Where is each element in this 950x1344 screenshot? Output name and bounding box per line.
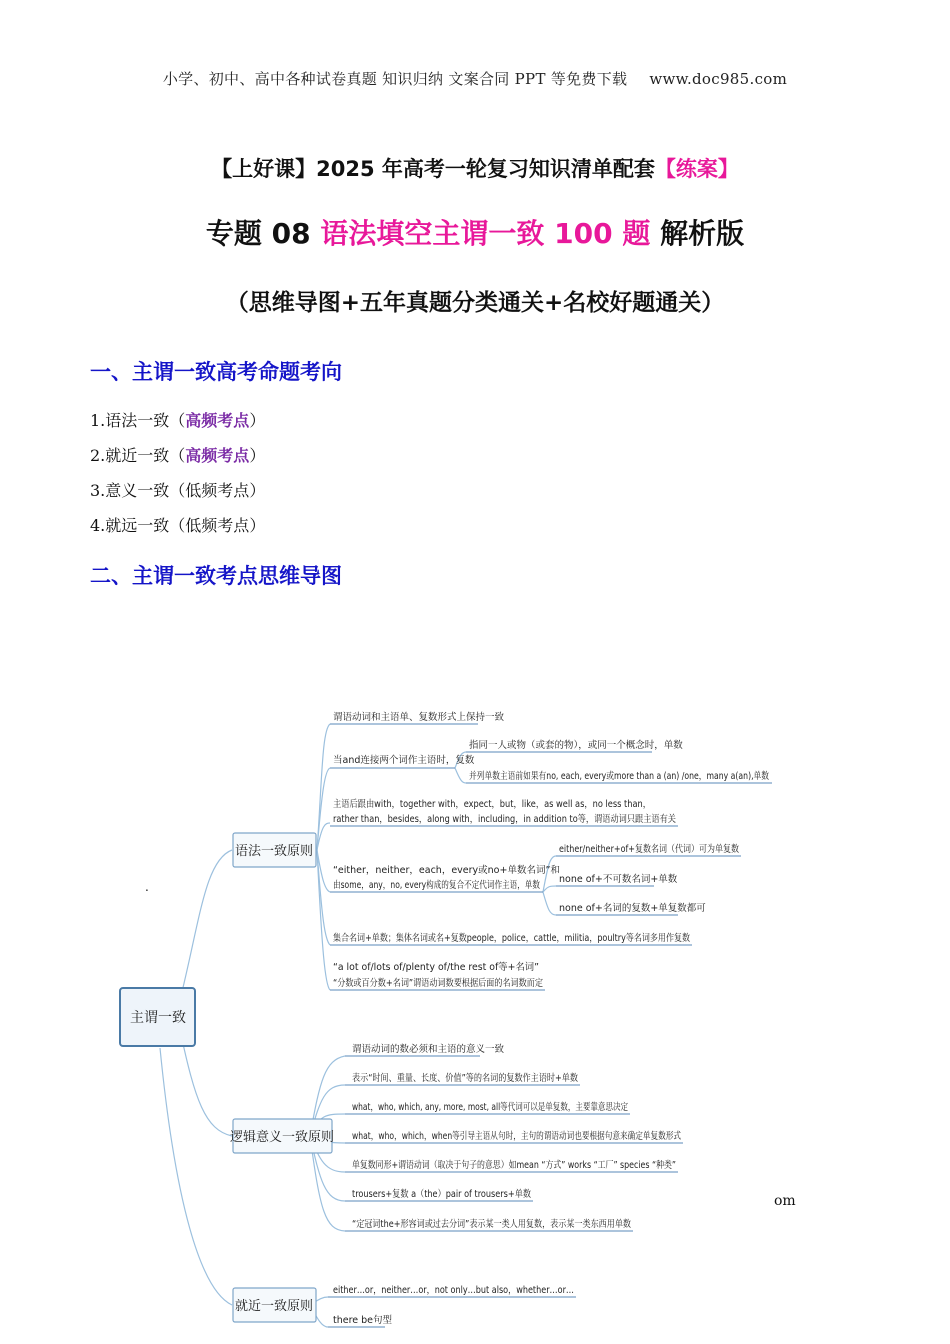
- title-line-2-suffix: 解析版: [650, 217, 745, 250]
- list-item: 4.就远一致（低频考点）: [90, 516, 266, 535]
- header-text: 小学、初中、高中各种试卷真题 知识归纳 文案合同 PPT 等免费下载: [162, 70, 628, 88]
- branch-node-proximity: [233, 1288, 316, 1322]
- branch-label: 就近一致原则: [234, 1299, 314, 1314]
- leaf-text: 并列单数主语前如果有no, each, every或more than a (an) /one，many a(an),单数: [469, 771, 838, 782]
- title-line-2-prefix: 专题 08: [205, 217, 321, 250]
- stray-text: om: [774, 1193, 796, 1209]
- leaf-text: 谓语动词和主语单、复数形式上保持一致: [333, 712, 505, 723]
- leaf-text: either…or，neither…or，not only…but also，whether…or…: [333, 1285, 574, 1296]
- leaf-text: there be句型: [333, 1315, 393, 1326]
- section-1-heading: 一、主谓一致高考命题考向: [90, 360, 342, 384]
- leaf-text: what，who, which, any, more, most, all等代词可以是单复数，主要靠意思决定: [352, 1102, 701, 1113]
- leaf-text: either/neither+of+复数名词（代词）可为单复数: [559, 844, 773, 855]
- leaf-text: rather than，besides，along with，including，in addition to等，谓语动词只跟主语有关: [333, 814, 731, 825]
- leaf-text: 单复数同形+谓语动词（取决于句子的意思）如mean “方式” works “工厂” species “种类”: [352, 1160, 742, 1171]
- title-line-3: （思维导图+五年真题分类通关+名校好题通关）: [225, 290, 725, 316]
- title-line-2-topic: 语法填空主谓一致 100 题: [320, 217, 651, 250]
- mindmap-root-node: [120, 988, 195, 1046]
- stray-dot: .: [145, 880, 149, 894]
- title-line-1-tag: 【练案】: [654, 157, 739, 181]
- branch-node-grammar: [233, 833, 316, 867]
- leaf-text: “a lot of/lots of/plenty of/the rest of等+名词”: [333, 962, 543, 973]
- edge-root-proximity: [160, 1048, 232, 1305]
- leaf-text: 当and连接两个词作主语时，复数: [333, 755, 475, 766]
- leaf-text: 谓语动词的数必须和主语的意义一致: [352, 1044, 505, 1055]
- list-item: 2.就近一致（高频考点）: [90, 446, 266, 465]
- list-item: 3.意义一致（低频考点）: [90, 481, 266, 500]
- list-item: 1.语法一致（高频考点）: [90, 411, 266, 430]
- mindmap-root-label: 主谓一致: [130, 1010, 186, 1026]
- title-line-1-main: 【上好课】2025 年高考一轮复习知识清单配套: [211, 157, 655, 181]
- branch-label: 语法一致原则: [234, 844, 314, 859]
- branch-label: 逻辑意义一致原则: [229, 1130, 335, 1145]
- section-2-heading: 二、主谓一致考点思维导图: [90, 564, 342, 588]
- edge-root-grammar: [180, 850, 232, 1000]
- branch-node-logic: [230, 1119, 334, 1153]
- header-site[interactable]: www.doc985.com: [649, 70, 788, 88]
- leaf-text: none of+名词的复数+单复数都可: [559, 903, 706, 914]
- leaf-text: trousers+复数 a（the）pair of trousers+单数: [352, 1189, 561, 1200]
- leaf-text: “分数或百分数+名词”谓语动词数要根据后面的名词数而定: [333, 978, 579, 989]
- leaf-text: 由some，any，no, every构成的复合不定代词作主语，单数: [333, 880, 593, 891]
- leaf-text: “定冠词the+形容词或过去分词”表示某一类人用复数，表示某一类东西用单数: [352, 1219, 680, 1230]
- leaf-text: “either，neither，each，every或no+单数名词”和: [333, 865, 560, 876]
- leaf-text: 主语后跟由with，together with，expect，but，like，as well as，no less than，: [333, 799, 700, 810]
- leaf-text: 指同一人或物（或套的物），或同一个概念时，单数: [469, 740, 683, 751]
- leaf-text: 集合名词+单数；集体名词或名+复数people，police，cattle，militia，poultry等名词多用作复数: [333, 933, 756, 944]
- leaf-text: none of+不可数名词+单数: [559, 874, 678, 885]
- leaf-text: 表示“时间、重量、长度、价值”等的名词的复数作主语时+单数: [352, 1073, 617, 1084]
- leaf-text: what，who，which，when等引导主语从句时，主句的谓语动词也要根据句意来确定单复数形式: [352, 1131, 762, 1142]
